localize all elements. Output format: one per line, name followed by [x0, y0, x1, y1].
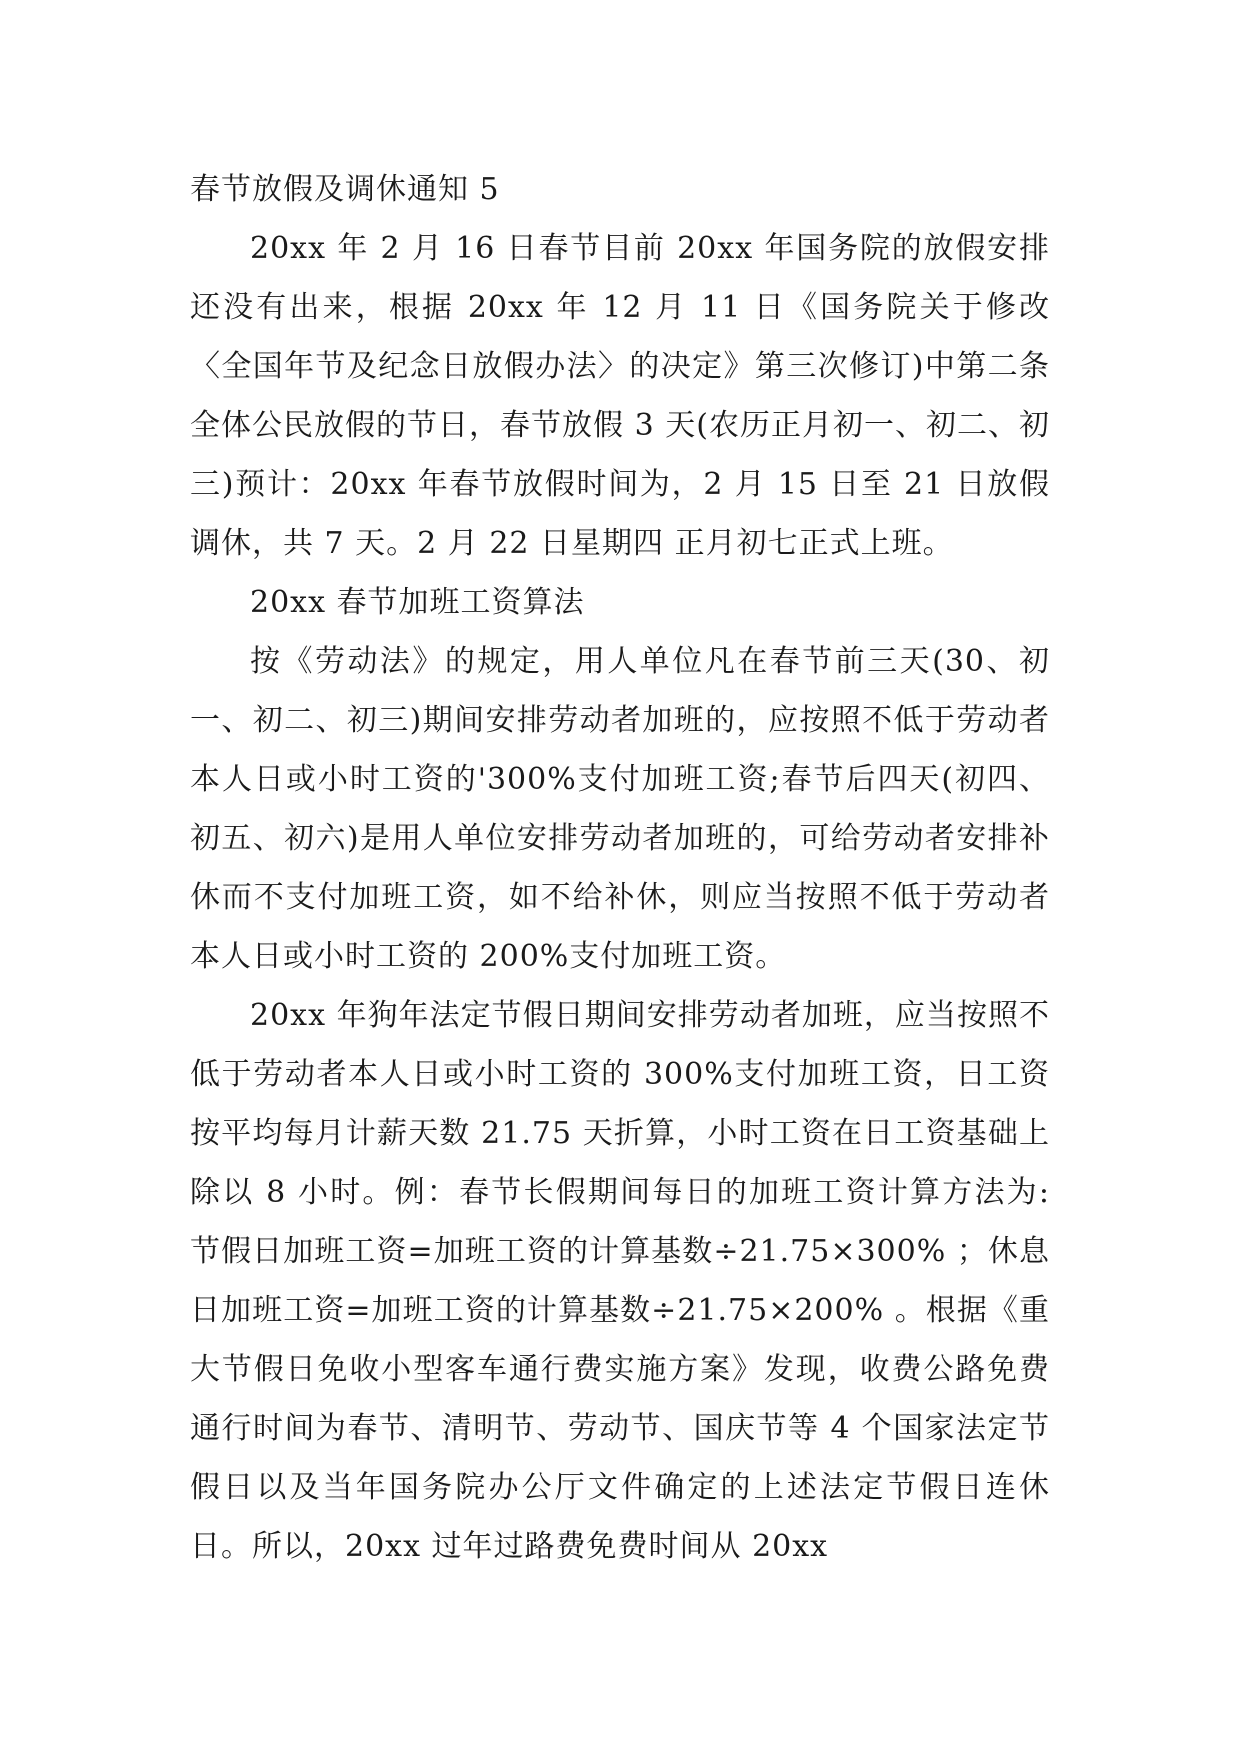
- document-title: 春节放假及调休通知 5: [190, 172, 500, 207]
- document-body: [190, 160, 1050, 1576]
- paragraph-holiday-schedule: 20xx 年 2 月 16 日春节目前 20xx 年国务院的放假安排还没有出来，根据 20xx 年 12 月 11 日《国务院关于修改〈全国年节及纪念日放假办法〉的决定》第三次修订)中第二条全体公民放假的节日，春节放假 3 天(农历正月初一、初二、初三)预计：20xx 年春节放假时间为，2 月 15 日至 21 日放假调休，共 7 天。2 月 22 日星期四 正月初七正式上班。: [190, 231, 1050, 561]
- paragraph-overtime-calculation: 20xx 年狗年法定节假日期间安排劳动者加班，应当按照不低于劳动者本人日或小时工资的 300%支付加班工资，日工资按平均每月计薪天数 21.75 天折算，小时工资在日工资基础上除以 8 小时。例：春节长假期间每日的加班工资计算方法为: 节假日加班工资=加班工资的计算基数÷21.75×300% ；休息日加班工资=加班工资的计算基数÷21.75×200% 。根据《重大节假日免收小型客车通行费实施方案》发现，收费公路免费通行时间为春节、清明节、劳动节、国庆节等 4 个国家法定节假日以及当年国务院办公厅文件确定的上述法定节假日连休日。所以，20xx 过年过路费免费时间从 20xx: [190, 998, 1050, 1564]
- paragraph-labor-law: 按《劳动法》的规定，用人单位凡在春节前三天(30、初一、初二、初三)期间安排劳动者加班的，应按照不低于劳动者本人日或小时工资的'300%支付加班工资;春节后四天(初四、初五、初六)是用人单位安排劳动者加班的，可给劳动者安排补休而不支付加班工资，如不给补休，则应当按照不低于劳动者本人日或小时工资的 200%支付加班工资。: [190, 644, 1050, 974]
- paragraph-overtime-heading: 20xx 春节加班工资算法: [250, 585, 585, 620]
